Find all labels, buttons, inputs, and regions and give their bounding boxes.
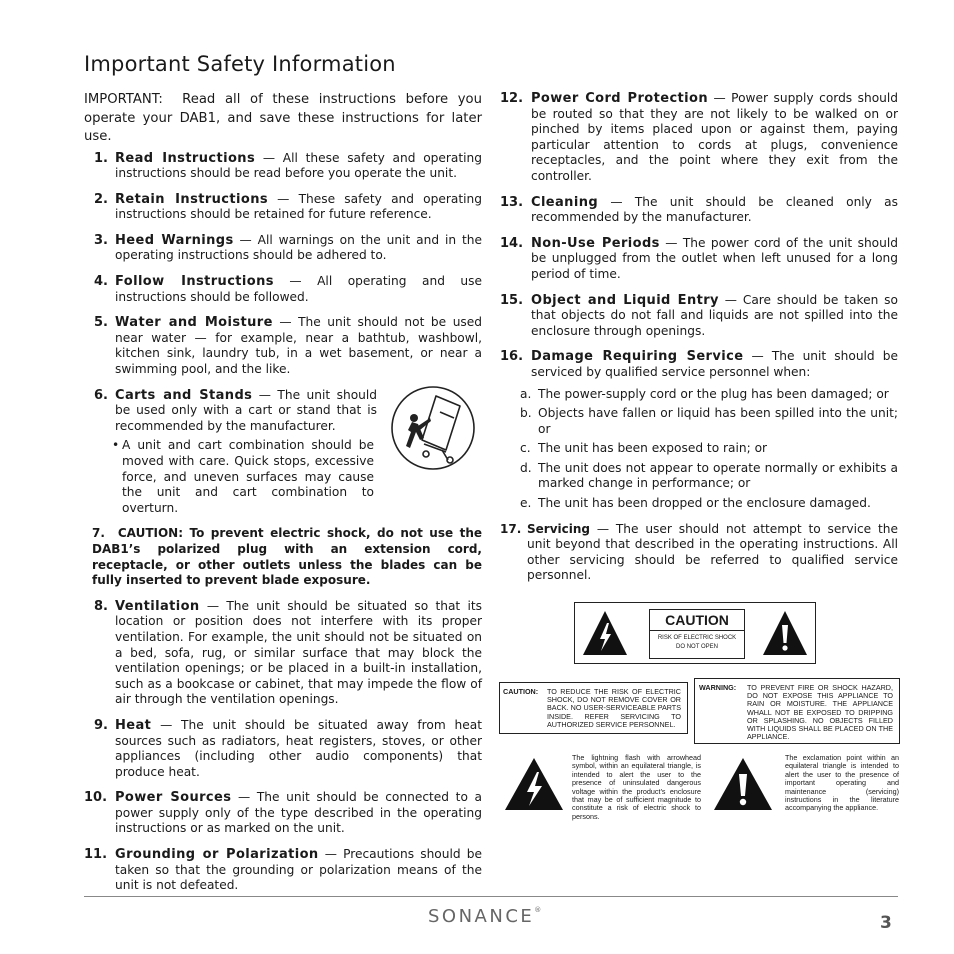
cart-tipover-icon: [384, 384, 482, 472]
warning-notice-label: WARNING:: [699, 683, 737, 692]
sub-letter: c.: [520, 441, 531, 456]
caution-line1: RISK OF ELECTRIC SHOCK: [657, 635, 737, 641]
item-heading: Grounding or Polarization: [115, 847, 319, 863]
item-heading: Carts and Stands: [115, 387, 253, 403]
item-number: 4.: [94, 274, 108, 290]
item-number: 5.: [94, 315, 108, 331]
item-text: All warnings on the unit and in the operating instructions should be adhered to.: [115, 232, 482, 263]
item-heading: Power Sources: [115, 790, 232, 806]
list-item: 1. Read Instructions — All these safety and operating instructions should be read before you operate the unit.: [94, 150, 483, 181]
list-item: 8. Ventilation — The unit should be situated so that its location or position does not interfere with its proper ventilation. For example, the unit should not be situated on a bed, sofa, rug, or similar surface that may block the ventilation openings; or be placed in a built-in installation, such as a bookcase or cabinet, that may impede the flow of air through the ventilation openings.: [94, 598, 483, 707]
caution-item: [92, 526, 482, 588]
sub-letter: d.: [520, 460, 532, 475]
caution-notice-box: [499, 682, 688, 734]
lightning-triangle-icon: [503, 756, 565, 812]
list-item: 12. Power Cord Protection — Power supply cords should be routed so that they are not likely to be walked on or pinched by items placed upon or against them, paying particular attention to cords at plugs, convenience receptacles, and the point where they exit from the controller.: [500, 91, 899, 183]
item-text: The power cord of the unit should be unplugged from the outlet when left unused for a long period of time.: [531, 235, 898, 281]
left-column: [84, 91, 482, 904]
page-title: Important Safety Information: [84, 52, 396, 76]
list-item: 5. Water and Moisture — The unit should not be used near water — for example, near a bathtub, washbowl, kitchen sink, laundry tub, in a wet basement, or near a swimming pool, and the like.: [94, 315, 483, 377]
sublist-item: [520, 496, 898, 512]
item-heading: Retain Instructions: [115, 191, 268, 207]
item-heading: Object and Liquid Entry: [531, 292, 719, 308]
sublist-item: [520, 406, 898, 437]
sublist-item: [520, 387, 898, 403]
warning-notice-text: TO PREVENT FIRE OR SHOCK HAZARD, DO NOT EXPOSE THIS APPLIANCE TO RAIN OR MOISTURE. THE APPLIANCE WHALL NOT BE EXPOSED TO DRIPPING OR SPLASHING. NO OBJECTS FILLED WITH LIQUIDS SHALL BE PLACED ON THE APPLIANCE.: [747, 683, 893, 742]
caution-line2: DO NOT OPEN: [676, 644, 718, 650]
item-text: The unit should be used only with a cart or stand that is recommended by the manufacturer.: [115, 387, 378, 433]
exclamation-triangle-icon: [712, 756, 774, 812]
bullet-icon: •: [112, 438, 120, 453]
item-number: 15.: [500, 292, 524, 308]
list-item: 4. Follow Instructions — All operating and use instructions should be followed.: [94, 274, 482, 304]
item-text: The unit should be cleaned only as recommended by the manufacturer.: [531, 194, 898, 225]
item-number: 17.: [500, 521, 522, 536]
damage-sublist: [520, 387, 898, 512]
left-items: [84, 151, 482, 378]
sublist-item: [520, 441, 898, 457]
item-text: Precautions should be taken so that the grounding or polarization means of the unit is not defeated.: [115, 847, 482, 893]
brand-logo: [428, 906, 541, 927]
item-number: 16.: [500, 349, 524, 365]
item-heading: Water and Moisture: [115, 315, 273, 331]
list-item: 15. Object and Liquid Entry — Care should be taken so that objects do not fall and liquids are not spilled into the enclosure through openings.: [500, 292, 898, 338]
item-number: 1.: [94, 150, 108, 166]
list-item: 14. Non-Use Periods — The power cord of the unit should be unplugged from the outlet when left unused for a long period of time.: [500, 235, 898, 281]
item-heading: Heed Warnings: [115, 232, 234, 248]
sub-text: The power-supply cord or the plug has been damaged; or: [538, 386, 889, 401]
list-item: 13. Cleaning — The unit should be cleaned only as recommended by the manufacturer.: [500, 194, 898, 225]
cart-bullet: [112, 438, 374, 516]
list-item: 2. Retain Instructions — These safety and operating instructions should be retained for future reference.: [94, 191, 482, 222]
left-items-2: [84, 599, 482, 894]
list-item: 10. Power Sources — The unit should be connected to a power supply only of the type described in the operating instructions or as marked on the unit.: [84, 790, 482, 836]
caution-label: [574, 602, 816, 664]
item-text: The unit should be situated away from heat sources such as radiators, heat registers, stoves, or other appliances (including other audio components) that produce heat.: [115, 717, 482, 779]
intro-text: Read all of these instructions before you operate your DAB1, and save these instructions for later use.: [84, 92, 482, 144]
item-heading: Non-Use Periods: [531, 235, 660, 251]
item-number: 3.: [94, 232, 108, 248]
warning-notice-box: [694, 678, 900, 744]
list-item: 17. Servicing — The user should not attempt to service the unit beyond that described in the operating instructions. All other servicing should be referred to qualified service personnel.: [500, 521, 898, 583]
item-text: All these safety and operating instructions should be read before you operate the unit.: [115, 150, 483, 181]
item-heading: Ventilation: [115, 598, 200, 614]
item-number: 2.: [94, 191, 108, 207]
item-number: 11.: [84, 847, 108, 863]
item-heading: Power Cord Protection: [531, 91, 709, 106]
item-text: The unit should be connected to a power supply only of the type described in the operating instructions or as marked on the unit.: [115, 790, 482, 836]
item-number: 7.: [92, 526, 105, 541]
caution-notice-label: CAUTION:: [503, 687, 539, 696]
item-heading: Heat: [115, 717, 152, 733]
item-number: 14.: [500, 235, 524, 251]
sub-letter: a.: [520, 386, 532, 401]
caution-inner-panel: [649, 609, 745, 659]
item-text: The unit should not be used near water — for example, near a bathtub, washbowl, kitchen sink, laundry tub, in a wet basement, or near a swimming pool, and the like.: [115, 315, 483, 377]
item-text: These safety and operating instructions should be retained for future reference.: [115, 191, 482, 222]
registered-mark: ®: [534, 906, 542, 914]
brand-name: SONANCE: [428, 906, 535, 927]
sub-text: The unit has been dropped or the enclosure damaged.: [538, 496, 871, 511]
item-heading: Servicing: [527, 521, 590, 536]
sublist-item: [520, 461, 898, 492]
item-heading: Cleaning: [531, 194, 599, 210]
item-number: 12.: [500, 91, 524, 106]
item-text: The unit should be situated so that its location or position does not interfere with its proper ventilation. For example, the unit should not be situated on a bed, sofa, rug, or similar surface that may block the ventilation openings; or be placed in a built-in installation, such as a bookcase or cabinet, that may impede the flow of air through the ventilation openings.: [115, 598, 483, 707]
footer-divider: [84, 896, 898, 897]
item-number: 9.: [94, 717, 108, 733]
exclamation-explanation: The exclamation point within an equilateral triangle is intended to alert the user to the presence of important operating and maintenance (servicing) instructions in the literature accompanying the appliance.: [785, 753, 899, 813]
item-heading: Follow Instructions: [115, 274, 274, 290]
item-heading: Damage Requiring Service: [531, 349, 744, 365]
sub-text: Objects have fallen or liquid has been spilled into the unit; or: [538, 406, 898, 436]
list-item: 9. Heat — The unit should be situated away from heat sources such as radiators, heat registers, stoves, or other appliances (including other audio components) that produce heat.: [94, 717, 482, 779]
caution-text: CAUTION: To prevent electric shock, do not use the DAB1’s polarized plug with an extension cord, receptacle, or other outlets unless the blades can be fully inserted to prevent blade exposure.: [92, 526, 483, 588]
item-text: All operating and use instructions should be followed.: [115, 274, 482, 304]
item-text: The unit should be serviced by qualified service personnel when:: [531, 349, 898, 379]
sub-letter: b.: [520, 406, 532, 421]
item-text: Care should be taken so that objects do not fall and liquids are not spilled into the enclosure through openings.: [531, 292, 898, 338]
exclamation-triangle-icon: [761, 609, 809, 657]
item-number: 10.: [84, 790, 108, 806]
lightning-triangle-icon: [581, 609, 629, 657]
list-item-carts: 6. Carts and Stands — The unit should be used only with a cart or stand that is recommended by the manufacturer. • A unit and cart combination should be moved with care. Quick stops, excessive force, and uneven surfaces may cause the unit and cart combination to overturn.: [84, 388, 482, 517]
list-item: 3. Heed Warnings — All warnings on the unit and in the operating instructions should be adhered to.: [94, 232, 482, 263]
item-heading: Read Instructions: [115, 150, 256, 166]
bullet-text: A unit and cart combination should be moved with care. Quick stops, excessive force, and uneven surfaces may cause the unit and cart combination to overturn.: [122, 438, 374, 515]
list-item: 11. Grounding or Polarization — Precautions should be taken so that the grounding or polarization means of the unit is not defeated.: [84, 847, 482, 893]
lightning-explanation: The lightning flash with arrowhead symbol, within an equilateral triangle, is intended to alert the user to the presence of uninsulated dangerous voltage within the product’s enclosure that may be of sufficient magnitude to constitute a risk of electric shock to persons.: [572, 753, 701, 821]
page-number: 3: [880, 913, 892, 933]
item-number: 8.: [94, 598, 108, 614]
item-number: 6.: [94, 387, 108, 403]
sub-text: The unit does not appear to operate normally or exhibits a marked change in performance; or: [538, 460, 898, 491]
item-text: The user should not attempt to service the unit beyond that described in the operating instructions. All other servicing should be referred to qualified service personnel.: [527, 521, 898, 583]
sub-letter: e.: [520, 496, 532, 511]
caution-notice-text: TO REDUCE THE RISK OF ELECTRIC SHOCK, DO NOT REMOVE COVER OR BACK. NO USER-SERVICEABLE PARTS INSIDE. REFER SERVICING TO AUTHORIZED SERVICE PERSONNEL.: [547, 687, 681, 729]
sub-text: The unit has been exposed to rain; or: [538, 441, 768, 456]
caution-title: CAUTION: [650, 610, 744, 631]
list-item: 16. Damage Requiring Service — The unit should be serviced by qualified service personnel when:: [500, 349, 898, 379]
item-text: Power supply cords should be routed so that they are not likely to be walked on or pinched by items placed upon or against them, paying particular attention to cords at plugs, convenience receptacles, and the point where they exit from the controller.: [531, 91, 899, 183]
intro-paragraph: [84, 91, 482, 147]
item-number: 13.: [500, 194, 524, 210]
right-column: [500, 91, 898, 594]
intro-lead: IMPORTANT:: [84, 92, 163, 107]
